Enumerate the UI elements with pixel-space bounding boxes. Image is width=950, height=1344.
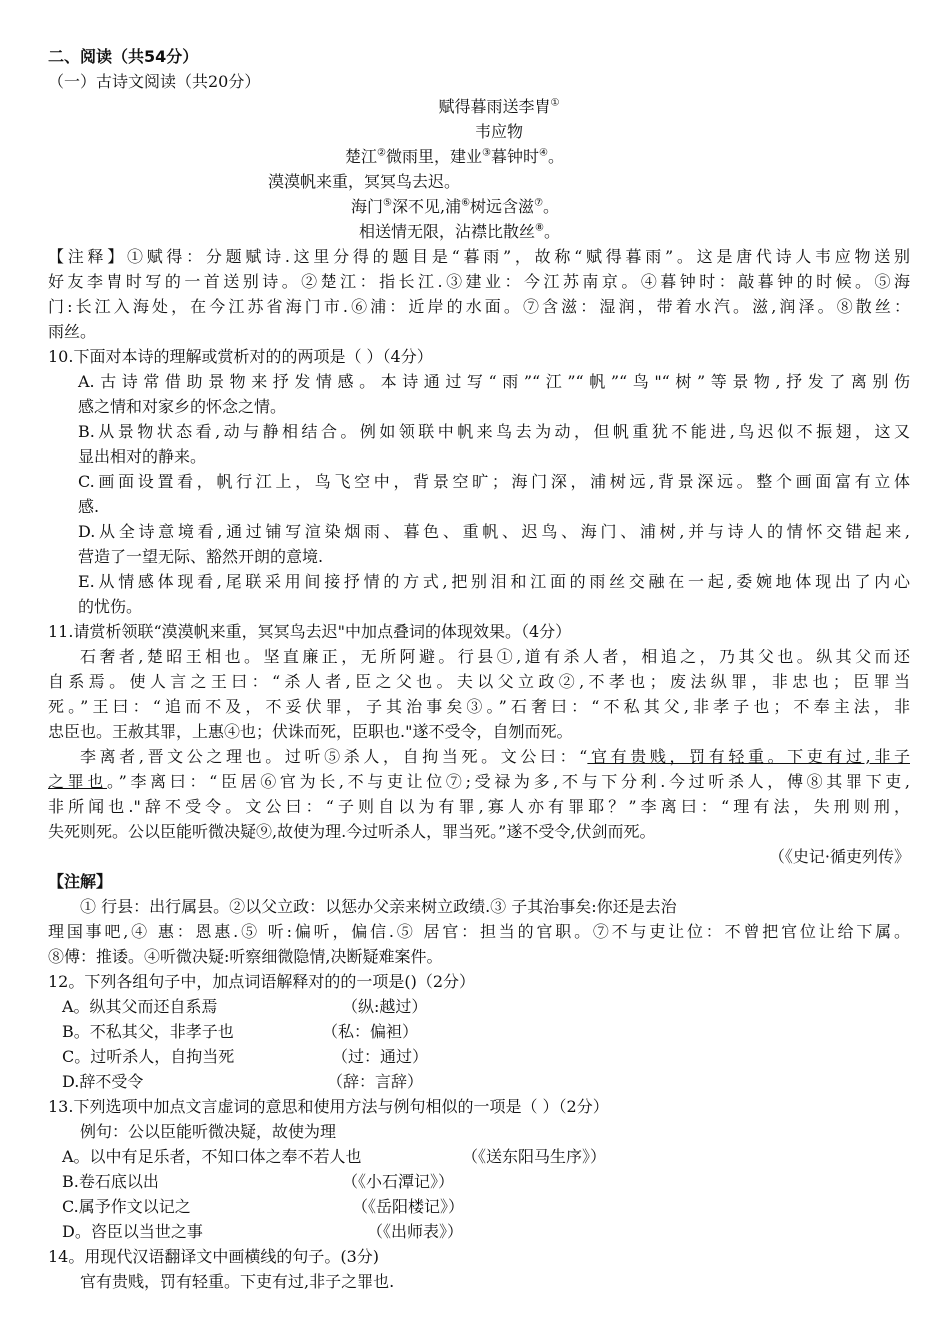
passage-line: 非所闻也."辞不受令。文公曰：“子则自以为有罪,寡人亦有罪耶？”李离曰：“理有法，失刑则刑，: [48, 797, 910, 816]
q10-option-a: A.古诗常借助景物来抒发情感。本诗通过写“雨”“江”“帆”“鸟"“树”等景物,抒发了离别伤: [78, 372, 910, 391]
poem-author: 韦应物: [474, 122, 523, 141]
q13-option: D。咨臣以当世之事 （《出师表》）: [62, 1222, 464, 1241]
passage-line: 死。”王曰：“追而不及，不妥伏罪，子其治事矣③。”石奢曰：“不私其父,非孝子也；不奉主法，非: [48, 697, 910, 716]
q10-option-c: C.画面设置看，帆行江上，鸟飞空中，背景空旷；海门深，浦树远,背景深远。整个画面富有立体: [78, 472, 910, 491]
poem-line: 相送情无限，沾襟比散丝⑧。: [359, 222, 560, 241]
passage-note-line: ⑧傅：推诿。④听微决疑:听察细微隐情,决断疑难案件。: [48, 947, 443, 966]
q10-option-d-cont: 营造了一望无际、豁然开朗的意境.: [78, 547, 324, 566]
notes-heading: 【注解】: [48, 872, 113, 891]
poem-line: 漠漠帆来重，冥冥鸟去迟。: [268, 172, 461, 191]
underlined-sentence: 之罪也: [48, 772, 107, 791]
q10-option-e: E.从情感体现看,尾联采用间接抒情的方式,把别泪和江面的雨丝交融在一起,委婉地体现出了内心: [78, 572, 910, 591]
question-11-stem: 11.请赏析领联“漠漠帆来重，冥冥鸟去迟"中加点叠词的体现效果。（4分）: [48, 622, 572, 641]
q10-option-b-cont: 显出相对的静来。: [78, 447, 207, 466]
poem-note-line: 门:长江入海处，在今江苏省海门市.⑥浦：近岸的水面。⑦含滋：湿润，带着水汽。滋,润泽。⑧散丝：: [48, 297, 910, 316]
passage-line: 之罪也。”李离曰：“臣居⑥官为长,不与吏让位⑦;受禄为多,不与下分利.今过听杀人，傅⑧其罪下吏,: [48, 772, 910, 791]
q13-option: C.属予作文以记之 （《岳阳楼记》）: [62, 1197, 465, 1216]
passage-note-line: ① 行县：出行属县。②以父立政：以惩办父亲来树立政绩.③ 子其治事矣:你还是去治: [80, 897, 677, 916]
poem-title: 赋得暮雨送李胄①: [438, 97, 560, 116]
q13-option: B.卷石底以出 （《小石潭记》）: [62, 1172, 455, 1191]
passage-line: 李离者,晋文公之理也。过听⑤杀人，自拘当死。文公曰：“官有贵贱，罚有轻重。下吏有过,非子: [80, 747, 910, 766]
q13-option: A。以中有足乐者，不知口体之奉不若人也 （《送东阳马生序》）: [62, 1147, 607, 1166]
passage-line: 石奢者,楚昭王相也。坚直廉正，无所阿避。行县①,道有杀人者，相追之，乃其父也。纵其父而还: [80, 647, 910, 666]
poem-line: 海门⑤深不见,浦⑥树远含滋⑦。: [351, 197, 560, 216]
q12-option: C。过听杀人，自拘当死 （过：通过）: [62, 1047, 429, 1066]
subsection-title: （一）古诗文阅读（共20分）: [48, 72, 261, 91]
q12-option: D.辞不受令 （辞：言辞）: [62, 1072, 424, 1091]
question-12-stem: 12。下列各组句子中，加点词语解释对的的一项是()（2分）: [48, 972, 476, 991]
passage-line: 失死则死。公以臣能听微决疑⑨,故使为理.今过听杀人，罪当死。”遂不受令,伏剑而死。: [48, 822, 656, 841]
underlined-sentence: 官有贵贱，罚有轻重。下吏有过,非子: [587, 747, 910, 766]
passage-note-line: 理国事吧,④ 惠：恩惠.⑤ 听:偏听，偏信.⑤ 居官：担当的官职。⑦不与吏让位：不曾把官位让给下属。: [48, 922, 910, 941]
q10-option-b: B.从景物状态看,动与静相结合。例如领联中帆来鸟去为动，但帆重犹不能进,鸟迟似不振翅，这又: [78, 422, 910, 441]
q13-example: 例句：公以臣能听微决疑，故使为理: [80, 1122, 337, 1141]
q14-sentence: 官有贵贱，罚有轻重。下吏有过,非子之罪也.: [80, 1272, 395, 1291]
question-14-stem: 14。用现代汉语翻译文中画横线的句子。(3分): [48, 1247, 380, 1266]
poem-note-line: 【注释】①赋得：分题赋诗.这里分得的题目是“暮雨”，故称“赋得暮雨”。这是唐代诗人韦应物送别: [48, 247, 910, 266]
q12-option: A。纵其父而还自系焉 （纵:越过）: [62, 997, 428, 1016]
exam-page: [48, 44, 910, 1294]
poem-note-line: 雨丝。: [48, 322, 97, 341]
q10-option-a-cont: 感之情和对家乡的怀念之情。: [78, 397, 287, 416]
question-13-stem: 13.下列选项中加点文言虚词的意思和使用方法与例句相似的一项是（ ）（2分）: [48, 1097, 609, 1116]
passage-source: （《史记·循吏列传》: [768, 847, 910, 866]
passage-line: 自系焉。使人言之王曰：“杀人者,臣之父也。夫以父立政②,不孝也；废法纵罪，非忠也；臣罪当: [48, 672, 910, 691]
q12-option: B。不私其父，非孝子也 （私：偏袒）: [62, 1022, 419, 1041]
q10-option-d: D.从全诗意境看,通过铺写渲染烟雨、暮色、重帆、迟鸟、海门、浦树,并与诗人的情怀交错起来,: [78, 522, 910, 541]
section-title: 二、阅读（共54分）: [48, 47, 199, 66]
poem-line: 楚江②微雨里，建业③暮钟时④。: [345, 147, 564, 166]
footnote-marker: ①: [550, 97, 560, 109]
q10-option-e-cont: 的忧伤。: [78, 597, 143, 616]
question-10-stem: 10.下面对本诗的理解或赏析对的的两项是（ ）（4分）: [48, 347, 433, 366]
passage-line: 忠臣也。王赦其罪，上惠④也；伏诛而死，臣职也."遂不受令，自刎而死。: [48, 722, 573, 741]
q10-option-c-cont: 感.: [78, 497, 100, 516]
poem-note-line: 好友李胄时写的一首送别诗。②楚江：指长江.③建业：今江苏南京。④暮钟时：敲暮钟的时候。⑤海: [48, 272, 910, 291]
